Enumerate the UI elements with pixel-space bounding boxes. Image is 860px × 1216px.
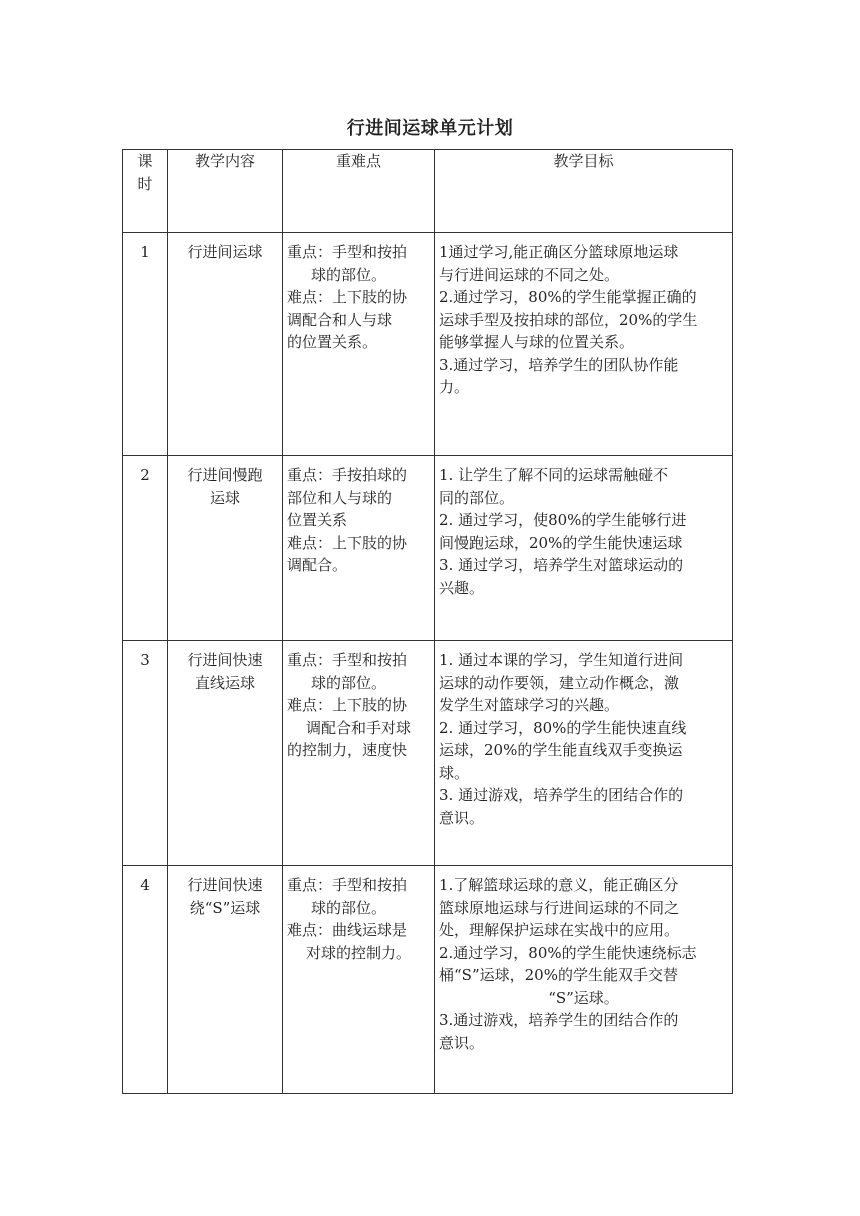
teaching-content: 行进间快速 绕“S”运球 xyxy=(168,866,283,1094)
teaching-content: 行进间慢跑 运球 xyxy=(168,456,283,641)
lesson-number: 2 xyxy=(123,456,168,641)
lesson-number: 1 xyxy=(123,233,168,456)
table-header-row xyxy=(123,150,733,233)
table-row xyxy=(123,641,733,866)
table-row xyxy=(123,866,733,1094)
key-difficulty: 重点：手按拍球的 部位和人与球的 位置关系 难点：上下肢的协 调配合。 xyxy=(283,456,435,641)
key-difficulty: 重点：手型和按拍 球的部位。 难点：上下肢的协 调配合和人与球 的位置关系。 xyxy=(283,233,435,456)
teaching-objectives: 1. 让学生了解不同的运球需触碰不 同的部位。 2. 通过学习，使80%的学生能够行进 间慢跑运球，20%的学生能快速运球 3. 通过学习，培养学生对篮球运动的 兴趣。 xyxy=(435,456,733,641)
lesson-number: 4 xyxy=(123,866,168,1094)
key-difficulty: 重点：手型和按拍 球的部位。 难点：曲线运球是 对球的控制力。 xyxy=(283,866,435,1094)
teaching-content: 行进间运球 xyxy=(168,233,283,456)
document-title: 行进间运球单元计划 xyxy=(346,118,514,139)
unit-plan-table xyxy=(122,149,733,1094)
teaching-content: 行进间快速 直线运球 xyxy=(168,641,283,866)
table-row xyxy=(123,233,733,456)
header-lesson: 课 时 xyxy=(123,150,168,233)
header-objectives: 教学目标 xyxy=(435,150,733,233)
teaching-objectives: 1通过学习,能正确区分篮球原地运球 与行进间运球的不同之处。 2.通过学习，80%的学生能掌握正确的 运球手型及按拍球的部位，20%的学生 能够掌握人与球的位置关系。 3.通过学习，培养学生的团队协作能 力。 xyxy=(435,233,733,456)
table-row xyxy=(123,456,733,641)
teaching-objectives: 1. 通过本课的学习，学生知道行进间 运球的动作要领，建立动作概念，激 发学生对篮球学习的兴趣。 2. 通过学习，80%的学生能快速直线 运球，20%的学生能直线双手变换运 球。 3. 通过游戏，培养学生的团结合作的 意识。 xyxy=(435,641,733,866)
key-difficulty: 重点：手型和按拍 球的部位。 难点：上下肢的协 调配合和手对球 的控制力，速度快 xyxy=(283,641,435,866)
teaching-objectives: 1.了解篮球运球的意义，能正确区分 篮球原地运球与行进间运球的不同之 处，理解保护运球在实战中的应用。 2.通过学习，80%的学生能快速绕标志 桶“S”运球，20%的学生能双手交替 “S”运球。 3.通过游戏，培养学生的团结合作的 意识。 xyxy=(435,866,733,1094)
header-difficulty: 重难点 xyxy=(283,150,435,233)
lesson-number: 3 xyxy=(123,641,168,866)
header-content: 教学内容 xyxy=(168,150,283,233)
